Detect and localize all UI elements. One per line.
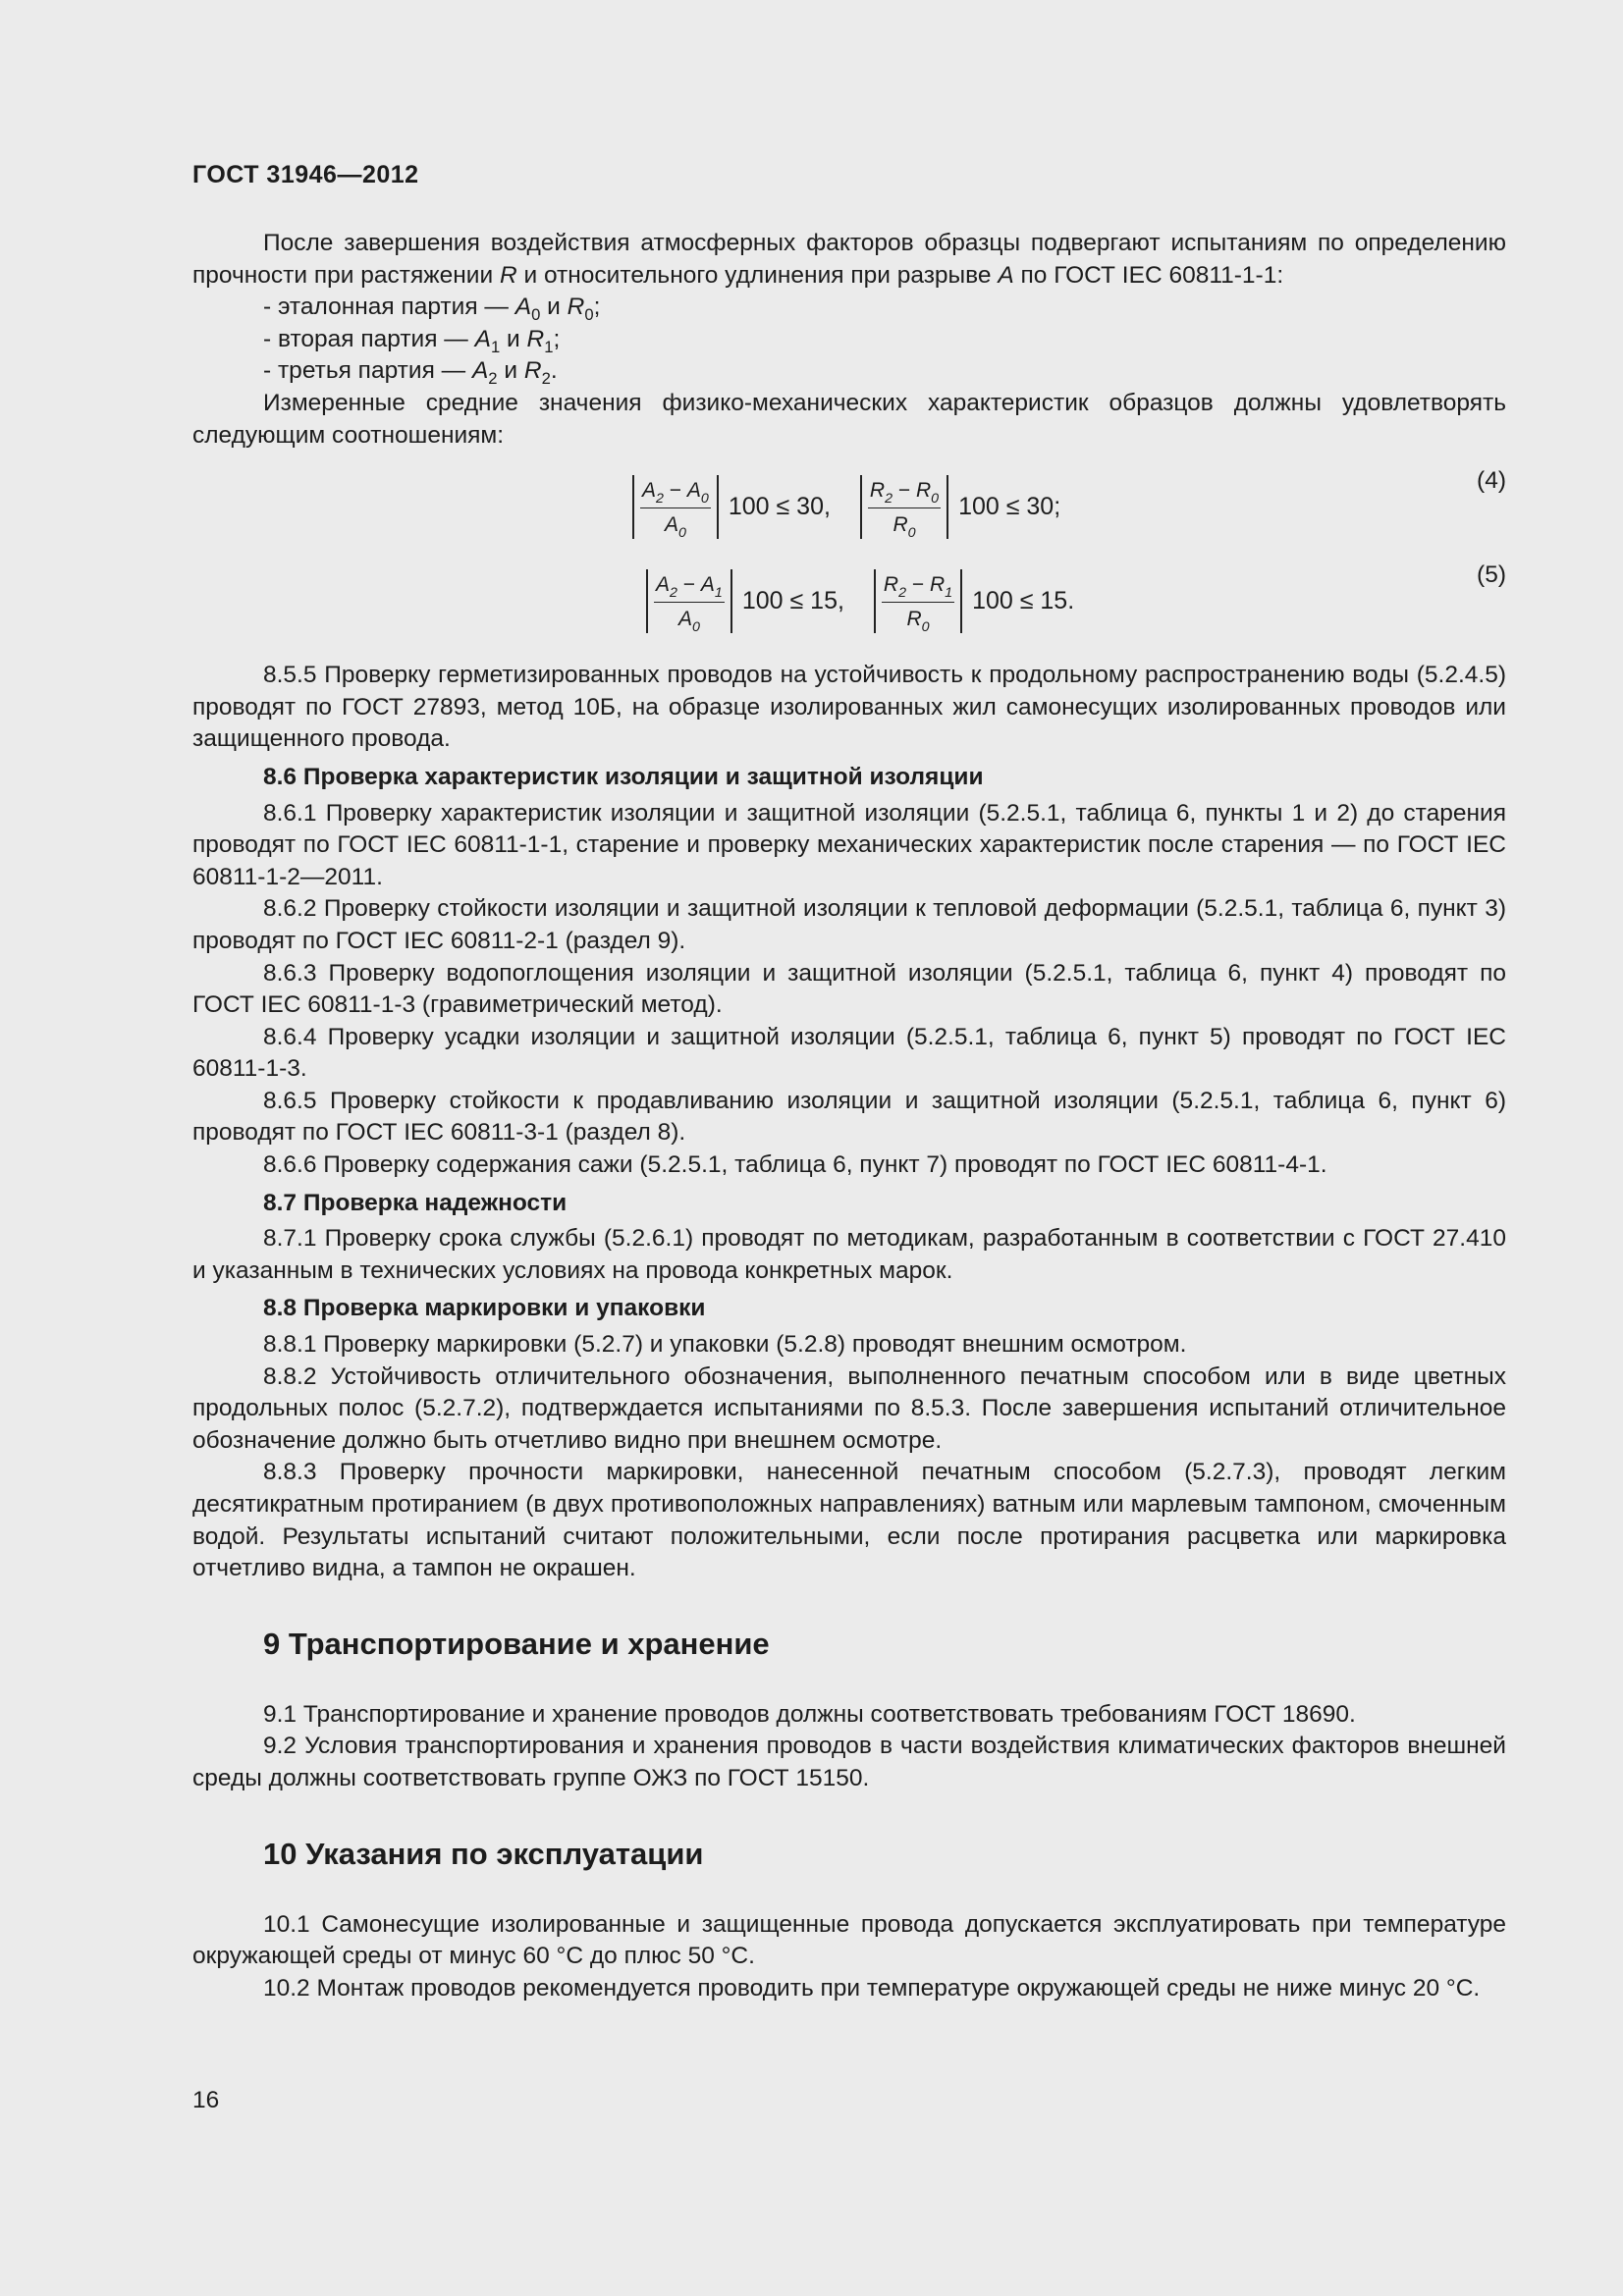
subscript: 2 xyxy=(885,490,893,507)
list-item xyxy=(192,324,1506,356)
formula-tail: 100 ≤ 15, xyxy=(741,586,844,614)
punctuation: . xyxy=(550,357,558,385)
intro-paragraph xyxy=(192,228,1506,292)
fraction-denominator xyxy=(893,508,915,539)
symbol-R: R xyxy=(526,325,545,352)
fraction-numerator xyxy=(882,569,954,603)
subscript: 0 xyxy=(691,618,700,635)
page-content xyxy=(192,228,1506,2004)
clause-8-6-5: 8.6.5 Проверку стойкости к продавливанию изоляции и защитной изоляции (5.2.5.1, таблица 6, пункт 6) проводят по ГОСТ IEC 60811-3-1 (раздел 8). xyxy=(192,1087,1506,1147)
symbol-R: R xyxy=(499,261,517,289)
punctuation: ; xyxy=(593,294,601,321)
operator: − xyxy=(676,572,701,596)
section-heading-10: 10 Указания по эксплуатации xyxy=(263,1836,704,1871)
symbol: A xyxy=(686,478,701,502)
clause-10-2: 10.2 Монтаж проводов рекомендуется проводить при температуре окружающей среды не ниже минус 20 °С. xyxy=(263,1974,1481,2002)
clause-8-6-6: 8.6.6 Проверку содержания сажи (5.2.5.1, таблица 6, пункт 7) проводят по ГОСТ IEC 60811-4-1. xyxy=(263,1151,1327,1179)
punctuation: ; xyxy=(553,325,561,352)
symbol: R xyxy=(915,478,932,502)
clause-8-6-1: 8.6.1 Проверку характеристик изоляции и защитной изоляции (5.2.5.1, таблица 6, пункты 1 и 2) до старения проводят по ГОСТ IEC 60811-1-1, старение и проверку механических характеристик после старения — по ГОСТ IEC 60811-1-2—2011. xyxy=(192,799,1506,890)
formula-5 xyxy=(192,560,1506,650)
list-item-text: - эталонная партия — xyxy=(263,294,515,321)
abs-fraction-A xyxy=(632,475,719,539)
subscript: 2 xyxy=(670,584,677,601)
formula-tail: 100 ≤ 30; xyxy=(958,492,1061,520)
conjunction: и xyxy=(500,325,527,352)
operator: − xyxy=(893,478,916,502)
fraction-numerator xyxy=(654,569,725,603)
requirements-paragraph: Измеренные средние значения физико-механических характеристик образцов должны удовлетворять следующим соотношениям: xyxy=(192,389,1506,449)
formula-tail: 100 ≤ 15. xyxy=(972,586,1075,614)
subscript: 2 xyxy=(898,584,907,601)
formula-4-expression xyxy=(632,465,1060,548)
subsection-heading-8-8: 8.8 Проверка маркировки и упаковки xyxy=(263,1295,706,1322)
symbol-A: A xyxy=(514,294,532,321)
clause-8-8-3: 8.8.3 Проверку прочности маркировки, нанесенной печатным способом (5.2.7.3), проводят легким десятикратным протиранием (в двух противоположных направлениях) ватным или марлевым тампоном, смоченным водой. Результаты испытаний считают положительными, если после протирания расцветка или маркировка отчетливо видна, а тампон не окрашен. xyxy=(192,1459,1506,1582)
symbol: R xyxy=(893,512,908,536)
formula-tail: 100 ≤ 30, xyxy=(728,492,831,520)
symbol-R: R xyxy=(523,357,542,385)
subscript: 1 xyxy=(544,337,554,356)
standard-header: ГОСТ 31946—2012 xyxy=(192,161,419,188)
symbol: A xyxy=(642,478,657,502)
fraction-denominator xyxy=(665,508,686,539)
subsection-heading-8-6: 8.6 Проверка характеристик изоляции и защитной изоляции xyxy=(263,763,984,790)
symbol-A: A xyxy=(998,261,1014,289)
fraction-numerator xyxy=(868,475,941,508)
symbol-A: A xyxy=(474,325,491,352)
symbol: R xyxy=(883,572,899,596)
symbol: A xyxy=(656,572,671,596)
symbol: R xyxy=(869,478,886,502)
formula-number: (4) xyxy=(1477,467,1506,495)
clause-10-1: 10.1 Самонесущие изолированные и защищенные провода допускается эксплуатировать при температуре окружающей среды от минус 60 °С до плюс 50 °С. xyxy=(192,1910,1506,1970)
subscript: 0 xyxy=(921,618,930,635)
subscript: 1 xyxy=(714,584,723,601)
symbol: R xyxy=(906,607,922,630)
list-item xyxy=(192,355,1506,388)
subsection-heading-8-7: 8.7 Проверка надежности xyxy=(263,1189,568,1216)
subscript: 2 xyxy=(541,369,551,389)
subscript: 0 xyxy=(700,490,709,507)
clause-8-6-4: 8.6.4 Проверку усадки изоляции и защитной изоляции (5.2.5.1, таблица 6, пункт 5) проводят по ГОСТ IEC 60811-1-3. xyxy=(192,1023,1506,1083)
symbol-R: R xyxy=(567,294,585,321)
subscript: 0 xyxy=(584,305,594,325)
abs-fraction-R xyxy=(874,569,962,633)
symbol: A xyxy=(700,572,715,596)
fraction-denominator xyxy=(906,603,929,633)
fraction-denominator xyxy=(678,603,700,633)
page-number: 16 xyxy=(192,2087,220,2113)
abs-fraction-A xyxy=(646,569,732,633)
list-item-text: - вторая партия — xyxy=(263,325,475,352)
intro-text-3: по ГОСТ IEC 60811-1-1: xyxy=(1013,261,1284,289)
clause-9-2: 9.2 Условия транспортирования и хранения проводов в части воздействия климатических факторов внешней среды должны соответствовать группе ОЖЗ по ГОСТ 15150. xyxy=(192,1733,1506,1791)
clause-8-7-1: 8.7.1 Проверку срока службы (5.2.6.1) проводят по методикам, разработанным в соответствии с ГОСТ 27.410 и указанным в технических условиях на провода конкретных марок. xyxy=(192,1225,1506,1284)
operator: − xyxy=(663,478,687,502)
symbol-A: A xyxy=(471,357,489,385)
list-item-text: - третья партия — xyxy=(263,357,472,385)
symbol: R xyxy=(929,572,946,596)
clause-8-5-5: 8.5.5 Проверку герметизированных проводов на устойчивость к продольному распространению воды (5.2.4.5) проводят по ГОСТ 27893, метод 10Б, на образце изолированных жил самонесущих изолированных проводов или защищенного провода. xyxy=(192,662,1506,753)
operator: − xyxy=(906,572,930,596)
symbol: A xyxy=(677,607,692,630)
conjunction: и xyxy=(497,357,524,385)
subscript: 0 xyxy=(907,524,916,541)
formula-number: (5) xyxy=(1477,561,1506,589)
list-item xyxy=(192,292,1506,324)
subscript: 1 xyxy=(945,584,953,601)
abs-fraction-R xyxy=(860,475,948,539)
subscript: 1 xyxy=(490,337,501,356)
symbol: A xyxy=(664,512,678,536)
clause-8-8-2: 8.8.2 Устойчивость отличительного обозначения, выполненного печатным способом или в виде цветных продольных полос (5.2.7.2), подтверждается испытаниями по 8.5.3. После завершения испытаний отличительное обозначение должно быть отчетливо видно при внешнем осмотре. xyxy=(192,1362,1506,1454)
clause-9-1: 9.1 Транспортирование и хранение проводов должны соответствовать требованиям ГОСТ 18690. xyxy=(263,1700,1356,1728)
clause-8-8-1: 8.8.1 Проверку маркировки (5.2.7) и упаковки (5.2.8) проводят внешним осмотром. xyxy=(263,1331,1187,1359)
subscript: 0 xyxy=(531,305,541,325)
subscript: 0 xyxy=(677,524,686,541)
intro-text-1: После завершения воздействия атмосферных факторов образцы подвергают испытаниям по определению прочности при растяжении xyxy=(192,230,1506,289)
intro-text-2: и относительного удлинения при разрыве xyxy=(516,261,999,289)
fraction-numerator xyxy=(640,475,711,508)
conjunction: и xyxy=(540,294,568,321)
clause-8-6-3: 8.6.3 Проверку водопоглощения изоляции и защитной изоляции (5.2.5.1, таблица 6, пункт 4) проводят по ГОСТ IEC 60811-1-3 (гравиметрический метод). xyxy=(192,959,1506,1019)
subscript: 2 xyxy=(488,369,498,389)
clause-8-6-2: 8.6.2 Проверку стойкости изоляции и защитной изоляции к тепловой деформации (5.2.5.1, таблица 6, пункт 3) проводят по ГОСТ IEC 60811-2-1 (раздел 9). xyxy=(192,895,1506,954)
formula-4 xyxy=(192,465,1506,560)
subscript: 0 xyxy=(931,490,940,507)
subscript: 2 xyxy=(656,490,664,507)
formula-5-expression xyxy=(646,560,1074,642)
section-heading-9: 9 Транспортирование и хранение xyxy=(263,1626,770,1661)
